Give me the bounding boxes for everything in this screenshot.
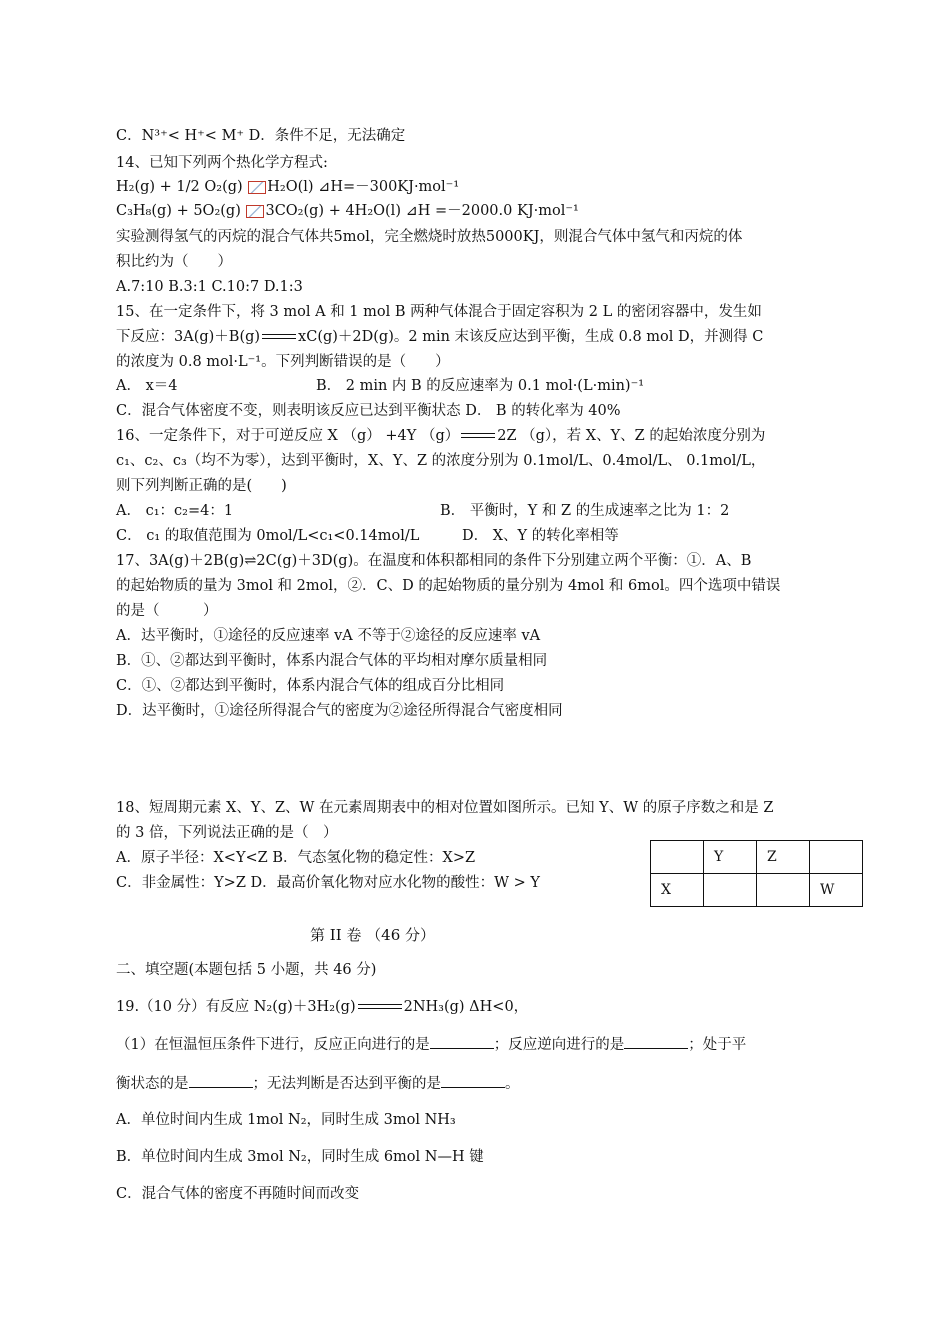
q15-line2-left: 下反应：3A(g)＋B(g) <box>116 329 261 345</box>
q15-line1: 15、在一定条件下，将 3 mol A 和 1 mol B 两种气体混合于固定容积为 2 L 的密闭容器中，发生如 <box>116 304 762 320</box>
q16-line1-left: 16、一定条件下，对于可逆反应 X （g） +4Y （g） <box>116 428 460 444</box>
q19-sub1-line2 <box>116 1073 520 1094</box>
q13-options-cd: C．N³⁺< H⁺< M⁺ D．条件不足，无法确定 <box>116 128 406 144</box>
q16-line1-right: 2Z （g），若 X、Y、Z 的起始浓度分别为 <box>497 428 766 444</box>
q17-line2: 的起始物质的量为 3mol 和 2mol，②．C、D 的起始物质的量分别为 4mol 和 6mol。四个选项中错误 <box>116 578 781 594</box>
q16-line2: c₁、c₂、c₃（均不为零），达到平衡时，X、Y、Z 的浓度分别为 0.1mol/L、0.4mol/L、 0.1mol/L， <box>116 453 766 469</box>
q15-line2-right: xC(g)＋2D(g)。2 min 末该反应达到平衡，生成 0.8 mol D，并测得 C <box>298 329 764 345</box>
answer-blank[interactable] <box>430 1034 494 1049</box>
part2-title: 第 II 卷 （46 分） <box>310 926 436 944</box>
q15-option-b: B． 2 min 内 B 的反应速率为 0.1 mol·(L·min)⁻¹ <box>316 378 645 394</box>
q15-line2 <box>116 327 763 347</box>
reversible-arrow-icon <box>262 332 296 342</box>
q14-text1: 实验测得氢气的丙烷的混合气体共5mol，完全燃烧时放热5000KJ，则混合气体中氢气和丙烷的体 <box>116 229 743 245</box>
grid-cell <box>704 874 757 907</box>
answer-blank[interactable] <box>189 1073 253 1088</box>
q19-sub1-text-f: 。 <box>505 1076 520 1092</box>
q14-eq1 <box>116 177 459 197</box>
q17-option-d: D．达平衡时，①途径所得混合气的密度为②途径所得混合气密度相同 <box>116 703 563 719</box>
q19-sub1-line1 <box>116 1034 746 1055</box>
q17-line3: 的是（ ） <box>116 603 218 619</box>
q19-stem-right: 2NH₃(g) ΔH<0， <box>403 999 529 1015</box>
q19-sub1-text-d: 衡状态的是 <box>116 1076 189 1092</box>
grid-cell <box>810 841 863 874</box>
q16-line3: 则下列判断正确的是( ) <box>116 478 287 494</box>
q14-stem: 14、已知下列两个热化学方程式: <box>116 155 328 171</box>
q19-sub1-text-e: ；无法判断是否达到平衡的是 <box>252 1076 441 1092</box>
q19-option-c: C．混合气体的密度不再随时间而改变 <box>116 1186 360 1202</box>
reversible-arrow-icon <box>461 431 495 441</box>
q19-sub1-text-b: ；反应逆向进行的是 <box>493 1037 625 1053</box>
q19-stem-left: 19.（10 分）有反应 N₂(g)＋3H₂(g) <box>116 999 356 1015</box>
q14-eq2-left: C₃H₈(g) + 5O₂(g) <box>116 203 241 219</box>
equation-image-icon <box>246 205 264 218</box>
q15-line3: 的浓度为 0.8 mol·L⁻¹。下列判断错误的是（ ） <box>116 354 450 370</box>
q14-eq2 <box>116 201 579 221</box>
q16-option-a: A． c₁：c₂=4：1 <box>116 503 234 519</box>
grid-row <box>651 874 863 907</box>
q14-eq2-right: 3CO₂(g) + 4H₂O(l) ⊿H =－2000.0 KJ·mol⁻¹ <box>265 203 579 219</box>
q16-option-c: C． c₁ 的取值范围为 0mol/L<c₁<0.14mol/L <box>116 528 420 544</box>
q14-eq1-right: H₂O(l) ⊿H=－300KJ·mol⁻¹ <box>267 179 460 195</box>
q15-option-a: A． x＝4 <box>116 378 178 394</box>
q18-options-ab: A．原子半径：X<Y<Z B．气态氢化物的稳定性：X>Z <box>116 850 476 866</box>
q16-line1 <box>116 426 765 446</box>
grid-cell: W <box>810 874 863 907</box>
equation-image-icon <box>248 181 266 194</box>
grid-cell <box>757 874 810 907</box>
q17-option-a: A．达平衡时，①途径的反应速率 vA 不等于②途径的反应速率 vA <box>116 628 541 644</box>
section2-heading: 二、填空题(本题包括 5 小题，共 46 分) <box>116 962 377 978</box>
grid-cell: Z <box>757 841 810 874</box>
grid-cell: X <box>651 874 704 907</box>
q19-option-b: B．单位时间内生成 3mol N₂，同时生成 6mol N—H 键 <box>116 1149 484 1165</box>
q18-options-cd: C．非金属性：Y>Z D．最高价氧化物对应水化物的酸性：W > Y <box>116 875 540 891</box>
q16-option-d: D． X、Y 的转化率相等 <box>462 528 619 544</box>
q14-eq1-left: H₂(g) + 1/2 O₂(g) <box>116 179 243 195</box>
q19-option-a: A．单位时间内生成 1mol N₂，同时生成 3mol NH₃ <box>116 1112 456 1128</box>
q16-option-b: B． 平衡时，Y 和 Z 的生成速率之比为 1：2 <box>440 503 730 519</box>
reversible-arrow-icon <box>358 1002 402 1012</box>
grid-cell: Y <box>704 841 757 874</box>
q14-text2: 积比约为（ ） <box>116 254 232 270</box>
grid-cell <box>651 841 704 874</box>
q19-stem <box>116 997 528 1017</box>
answer-blank[interactable] <box>624 1034 688 1049</box>
q18-line1: 18、短周期元素 X、Y、Z、W 在元素周期表中的相对位置如图所示。已知 Y、W 的原子序数之和是 Z <box>116 800 774 816</box>
q19-sub1-text-a: （1）在恒温恒压条件下进行，反应正向进行的是 <box>116 1037 430 1053</box>
q17-option-b: B．①、②都达到平衡时，体系内混合气体的平均相对摩尔质量相同 <box>116 653 548 669</box>
q15-options-cd: C．混合气体密度不变，则表明该反应已达到平衡状态 D． B 的转化率为 40% <box>116 403 621 419</box>
q17-option-c: C．①、②都达到平衡时，体系内混合气体的组成百分比相同 <box>116 678 505 694</box>
q18-line2: 的 3 倍，下列说法正确的是（ ） <box>116 825 338 841</box>
grid-row <box>651 841 863 874</box>
q17-line1: 17、3A(g)＋2B(g)⇌2C(g)＋3D(g)。在温度和体积都相同的条件下分别建立两个平衡：①．A、B <box>116 553 752 569</box>
answer-blank[interactable] <box>441 1073 505 1088</box>
q14-options: A.7:10 B.3:1 C.10:7 D.1:3 <box>116 279 303 295</box>
q19-sub1-text-c: ；处于平 <box>688 1037 747 1053</box>
periodic-table-grid <box>650 840 863 907</box>
